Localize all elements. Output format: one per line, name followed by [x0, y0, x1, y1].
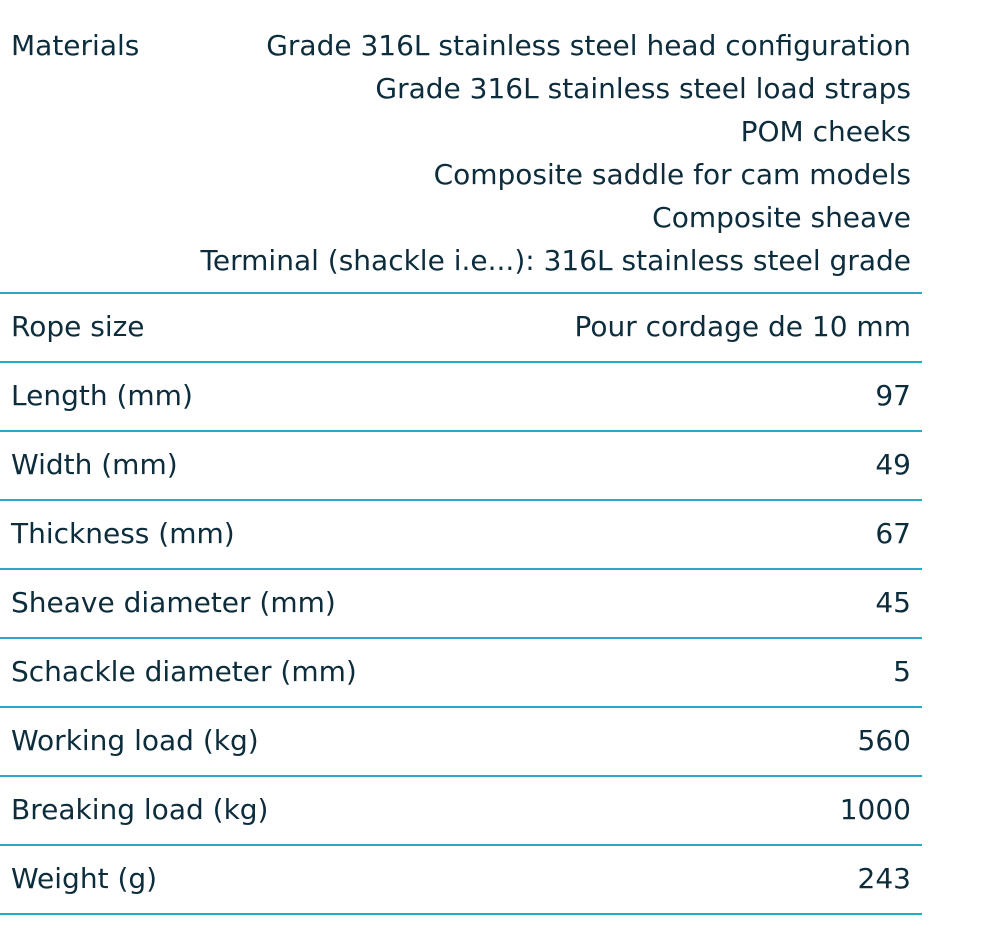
spec-value: 5	[893, 655, 911, 688]
spec-row-thickness	[0, 501, 922, 570]
spec-value: 49	[875, 448, 911, 481]
spec-label: Breaking load (kg)	[11, 793, 269, 826]
spec-label: Length (mm)	[11, 379, 193, 412]
material-item: Composite sheave	[652, 201, 911, 234]
spec-value: 1000	[839, 793, 911, 826]
spec-value: Pour cordage de 10 mm	[574, 310, 911, 343]
spec-label: Rope size	[11, 310, 145, 343]
spec-label: Schackle diameter (mm)	[11, 655, 357, 688]
material-item: POM cheeks	[740, 115, 911, 148]
spec-value: 67	[875, 517, 911, 550]
spec-label: Width (mm)	[11, 448, 178, 481]
spec-value: 45	[875, 586, 911, 619]
spec-row-rope-size	[0, 294, 922, 363]
material-item: Composite saddle for cam models	[433, 158, 911, 191]
material-item: Grade 316L stainless steel head configuration	[266, 29, 911, 62]
spec-row-sheave-diameter	[0, 570, 922, 639]
spec-label: Sheave diameter (mm)	[11, 586, 336, 619]
spec-value: 243	[857, 862, 911, 895]
spec-row-width	[0, 432, 922, 501]
spec-row-breaking-load	[0, 777, 922, 846]
spec-label: Working load (kg)	[11, 724, 259, 757]
spec-label: Thickness (mm)	[11, 517, 235, 550]
spec-row-weight	[0, 846, 922, 915]
spec-value: 97	[875, 379, 911, 412]
material-item: Terminal (shackle i.e...): 316L stainless steel grade	[200, 244, 911, 277]
spec-value: 560	[857, 724, 911, 757]
spec-table	[0, 20, 922, 915]
spec-row-shackle-diameter	[0, 639, 922, 708]
spec-label: Materials	[11, 29, 140, 62]
spec-row-materials	[0, 20, 922, 294]
spec-row-working-load	[0, 708, 922, 777]
spec-label: Weight (g)	[11, 862, 158, 895]
materials-list	[201, 24, 911, 282]
material-item: Grade 316L stainless steel load straps	[375, 72, 911, 105]
spec-row-length	[0, 363, 922, 432]
